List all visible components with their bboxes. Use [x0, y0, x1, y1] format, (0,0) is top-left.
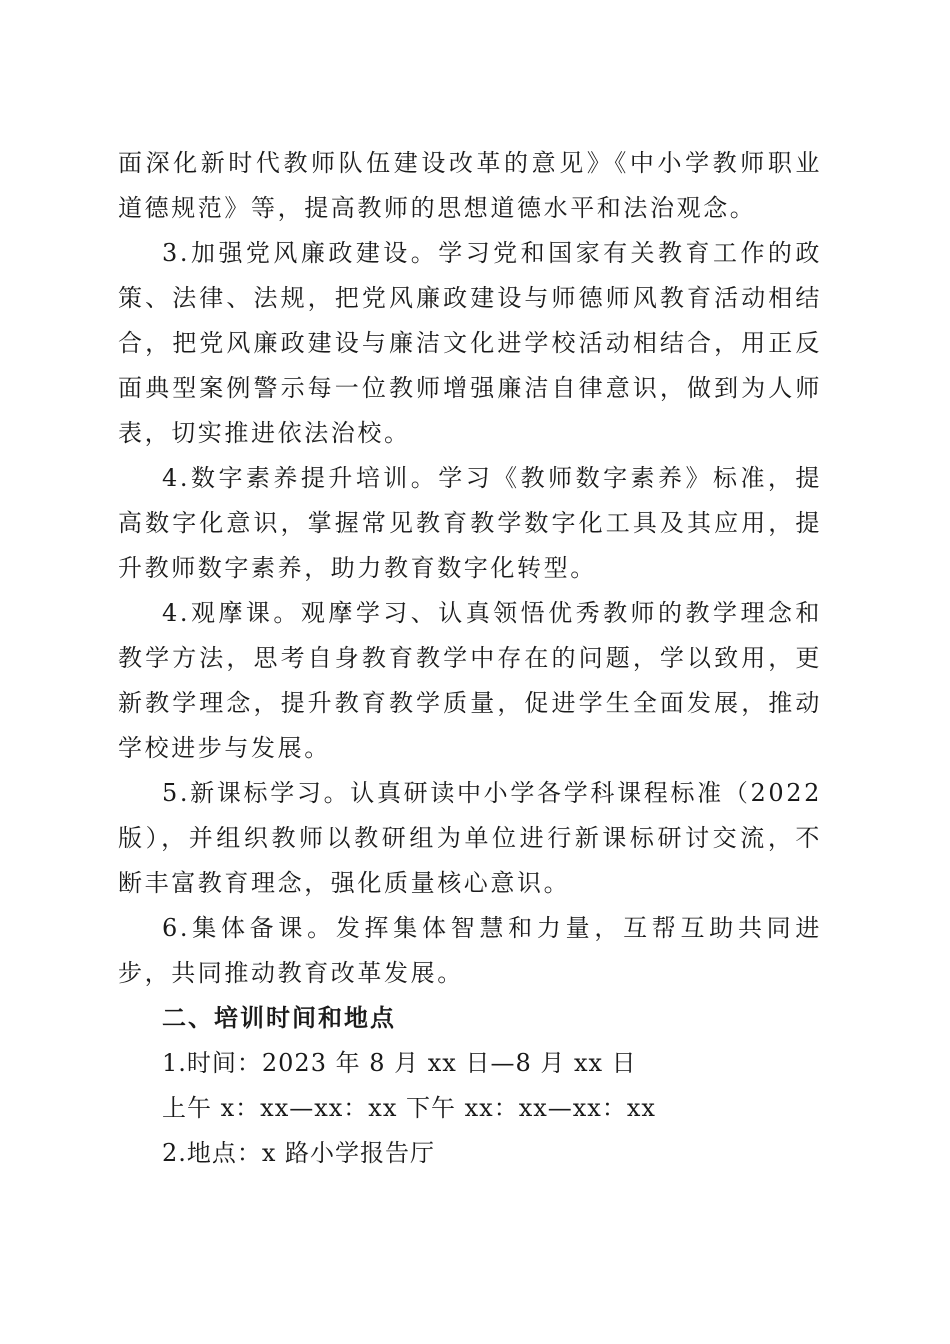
section-heading: 二、培训时间和地点	[162, 1004, 396, 1032]
paragraph-new-curriculum: 5.新课标学习。认真研读中小学各学科课程标准（2022版），并组织教师以教研组为单位进行新课标研讨交流，不断丰富教育理念，强化质量核心意识。	[118, 779, 822, 897]
paragraph-digital-literacy: 4.数字素养提升培训。学习《教师数字素养》标准，提高数字化意识，掌握常见教育教学数字化工具及其应用，提升教师数字素养，助力教育数字化转型。	[118, 464, 822, 582]
time-line: 1.时间：2023 年 8 月 xx 日—8 月 xx 日	[162, 1049, 637, 1077]
document-body	[118, 141, 822, 1176]
schedule-line: 上午 x：xx—xx：xx 下午 xx：xx—xx：xx	[162, 1094, 656, 1122]
location-line: 2.地点：x 路小学报告厅	[162, 1139, 436, 1167]
paragraph-party-integrity: 3.加强党风廉政建设。学习党和国家有关教育工作的政策、法律、法规，把党风廉政建设与师德师风教育活动相结合，把党风廉政建设与廉洁文化进学校活动相结合，用正反面典型案例警示每一位教师增强廉洁自律意识，做到为人师表，切实推进依法治校。	[118, 239, 822, 447]
paragraph-collective-prep: 6.集体备课。发挥集体智慧和力量，互帮互助共同进步，共同推动教育改革发展。	[118, 914, 822, 987]
paragraph-continuation: 面深化新时代教师队伍建设改革的意见》《中小学教师职业道德规范》等，提高教师的思想道德水平和法治观念。	[118, 149, 822, 222]
paragraph-observation-class: 4.观摩课。观摩学习、认真领悟优秀教师的教学理念和教学方法，思考自身教育教学中存在的问题，学以致用，更新教学理念，提升教育教学质量，促进学生全面发展，推动学校进步与发展。	[118, 599, 822, 762]
